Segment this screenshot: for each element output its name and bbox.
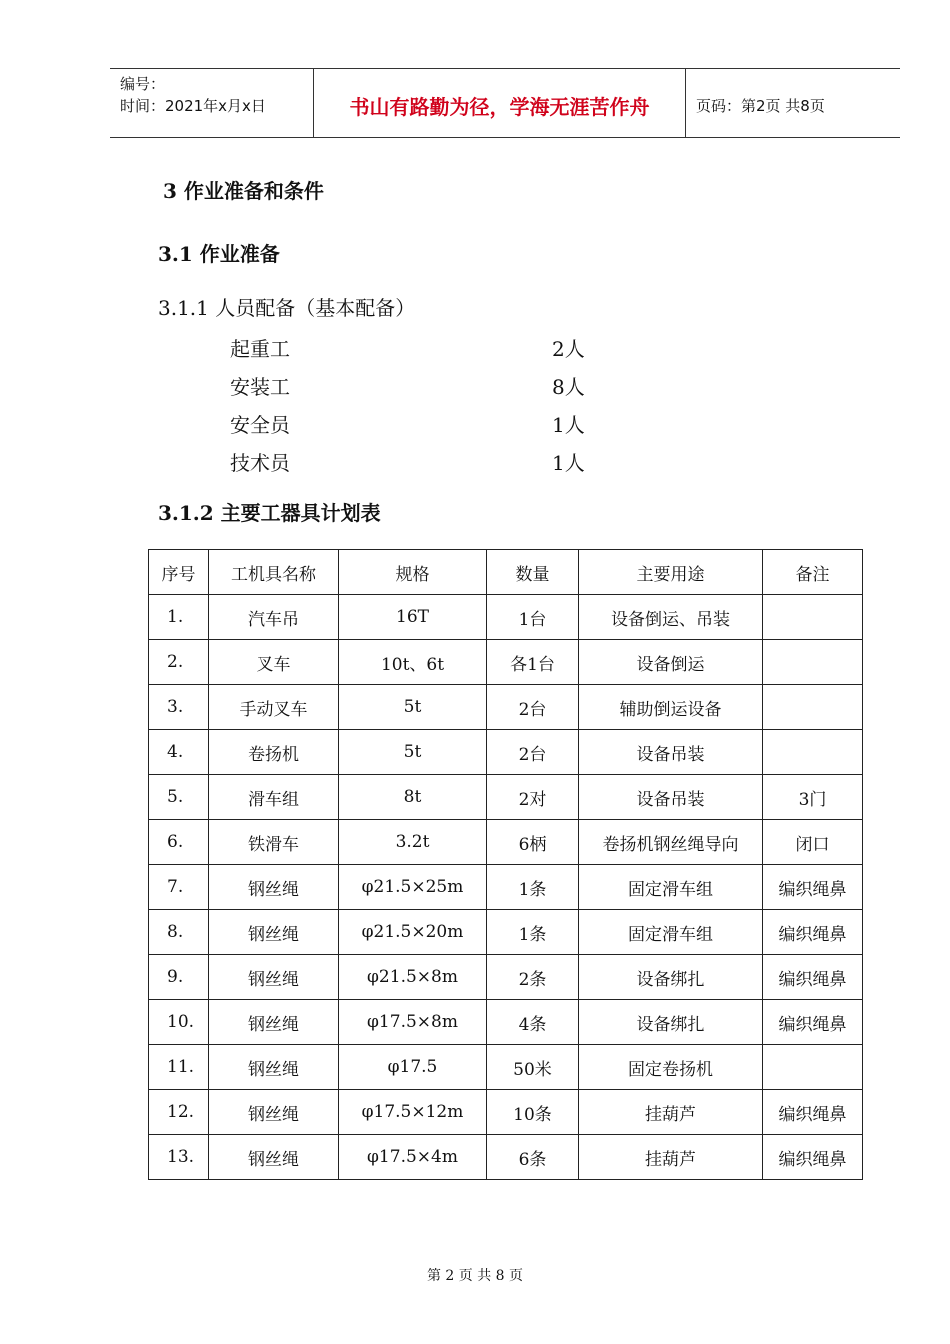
table-row [149, 730, 863, 775]
staff-role: 安全员 [230, 413, 290, 437]
cell-spec: 8t [339, 775, 487, 820]
cell-quantity: 6条 [487, 1135, 579, 1180]
cell-spec: 16T [339, 595, 487, 640]
cell-spec: φ17.5×12m [339, 1090, 487, 1135]
document-date: 时间：2021年x月x日 [120, 97, 266, 115]
cell-index: 10. [149, 1000, 209, 1045]
staff-role: 技术员 [230, 451, 290, 475]
page-footer: 第 2 页 共 8 页 [426, 1268, 524, 1284]
cell-tool-name: 铁滑车 [209, 820, 339, 865]
cell-usage: 设备倒运、吊装 [579, 595, 763, 640]
cell-tool-name: 钢丝绳 [209, 1135, 339, 1180]
cell-index: 3. [149, 685, 209, 730]
cell-tool-name: 钢丝绳 [209, 955, 339, 1000]
cell-quantity: 2台 [487, 685, 579, 730]
section-title: 3 作业准备和条件 [163, 179, 324, 203]
staff-row [230, 368, 610, 406]
tools-table-title: 3.1.2 主要工器具计划表 [158, 501, 381, 525]
cell-usage: 固定卷扬机 [579, 1045, 763, 1090]
table-row [149, 1000, 863, 1045]
cell-spec: φ21.5×25m [339, 865, 487, 910]
header-spec: 规格 [339, 550, 487, 595]
cell-remark: 编织绳鼻 [763, 1135, 863, 1180]
cell-remark: 编织绳鼻 [763, 910, 863, 955]
cell-usage: 固定滑车组 [579, 865, 763, 910]
table-row [149, 1135, 863, 1180]
cell-remark [763, 640, 863, 685]
cell-index: 1. [149, 595, 209, 640]
staff-role: 安装工 [230, 375, 290, 399]
cell-index: 13. [149, 1135, 209, 1180]
cell-remark [763, 730, 863, 775]
table-row [149, 640, 863, 685]
staff-row [230, 406, 610, 444]
cell-spec: φ17.5×4m [339, 1135, 487, 1180]
cell-spec: 5t [339, 730, 487, 775]
cell-usage: 设备倒运 [579, 640, 763, 685]
table-row [149, 910, 863, 955]
header-meta [110, 69, 313, 137]
cell-index: 8. [149, 910, 209, 955]
cell-usage: 设备吊装 [579, 730, 763, 775]
cell-quantity: 10条 [487, 1090, 579, 1135]
subsection-title: 3.1 作业准备 [158, 242, 280, 266]
cell-remark: 3门 [763, 775, 863, 820]
cell-index: 7. [149, 865, 209, 910]
staff-count: 1人 [552, 413, 585, 437]
staff-role: 起重工 [230, 337, 290, 361]
cell-spec: φ17.5×8m [339, 1000, 487, 1045]
table-row [149, 1045, 863, 1090]
cell-quantity: 各1台 [487, 640, 579, 685]
table-row [149, 865, 863, 910]
cell-remark [763, 1045, 863, 1090]
cell-tool-name: 汽车吊 [209, 595, 339, 640]
cell-tool-name: 钢丝绳 [209, 1045, 339, 1090]
cell-usage: 挂葫芦 [579, 1090, 763, 1135]
cell-quantity: 1条 [487, 865, 579, 910]
document-code: 编号： [120, 75, 166, 93]
table-row [149, 775, 863, 820]
cell-usage: 设备吊装 [579, 775, 763, 820]
cell-usage: 设备绑扎 [579, 1000, 763, 1045]
cell-spec: φ21.5×20m [339, 910, 487, 955]
cell-index: 2. [149, 640, 209, 685]
cell-spec: 10t、6t [339, 640, 487, 685]
cell-spec: 5t [339, 685, 487, 730]
cell-index: 6. [149, 820, 209, 865]
table-header-row [149, 550, 863, 595]
cell-index: 12. [149, 1090, 209, 1135]
cell-tool-name: 叉车 [209, 640, 339, 685]
staff-row [230, 330, 610, 368]
cell-quantity: 4条 [487, 1000, 579, 1045]
cell-quantity: 6柄 [487, 820, 579, 865]
cell-tool-name: 手动叉车 [209, 685, 339, 730]
cell-quantity: 1台 [487, 595, 579, 640]
cell-remark [763, 685, 863, 730]
cell-tool-name: 滑车组 [209, 775, 339, 820]
tools-table [148, 549, 863, 1180]
cell-remark: 编织绳鼻 [763, 955, 863, 1000]
cell-tool-name: 钢丝绳 [209, 1090, 339, 1135]
header-index: 序号 [149, 550, 209, 595]
staff-count: 8人 [552, 375, 585, 399]
cell-remark: 编织绳鼻 [763, 1090, 863, 1135]
page-header [110, 68, 900, 138]
cell-quantity: 2条 [487, 955, 579, 1000]
staff-count: 1人 [552, 451, 585, 475]
table-row [149, 955, 863, 1000]
table-row [149, 685, 863, 730]
cell-tool-name: 卷扬机 [209, 730, 339, 775]
cell-quantity: 2对 [487, 775, 579, 820]
staff-count: 2人 [552, 337, 585, 361]
cell-quantity: 2台 [487, 730, 579, 775]
cell-spec: φ21.5×8m [339, 955, 487, 1000]
header-quantity: 数量 [487, 550, 579, 595]
cell-tool-name: 钢丝绳 [209, 865, 339, 910]
header-tool-name: 工机具名称 [209, 550, 339, 595]
cell-remark [763, 595, 863, 640]
cell-quantity: 1条 [487, 910, 579, 955]
cell-index: 11. [149, 1045, 209, 1090]
table-row [149, 595, 863, 640]
table-row [149, 1090, 863, 1135]
cell-index: 5. [149, 775, 209, 820]
table-row [149, 820, 863, 865]
cell-spec: φ17.5 [339, 1045, 487, 1090]
staff-list [230, 330, 610, 482]
cell-usage: 固定滑车组 [579, 910, 763, 955]
cell-usage: 辅助倒运设备 [579, 685, 763, 730]
staffing-title: 3.1.1 人员配备（基本配备） [158, 296, 416, 320]
header-remark: 备注 [763, 550, 863, 595]
header-usage: 主要用途 [579, 550, 763, 595]
cell-tool-name: 钢丝绳 [209, 910, 339, 955]
header-motto: 书山有路勤为径，学海无涯苦作舟 [313, 69, 686, 137]
cell-usage: 设备绑扎 [579, 955, 763, 1000]
staff-row [230, 444, 610, 482]
cell-usage: 挂葫芦 [579, 1135, 763, 1180]
cell-usage: 卷扬机钢丝绳导向 [579, 820, 763, 865]
tools-table-body [149, 595, 863, 1180]
cell-quantity: 50米 [487, 1045, 579, 1090]
cell-spec: 3.2t [339, 820, 487, 865]
cell-index: 9. [149, 955, 209, 1000]
cell-remark: 编织绳鼻 [763, 865, 863, 910]
header-page-number: 页码：第2页 共8页 [696, 96, 825, 115]
cell-remark: 闭口 [763, 820, 863, 865]
cell-remark: 编织绳鼻 [763, 1000, 863, 1045]
cell-index: 4. [149, 730, 209, 775]
cell-tool-name: 钢丝绳 [209, 1000, 339, 1045]
